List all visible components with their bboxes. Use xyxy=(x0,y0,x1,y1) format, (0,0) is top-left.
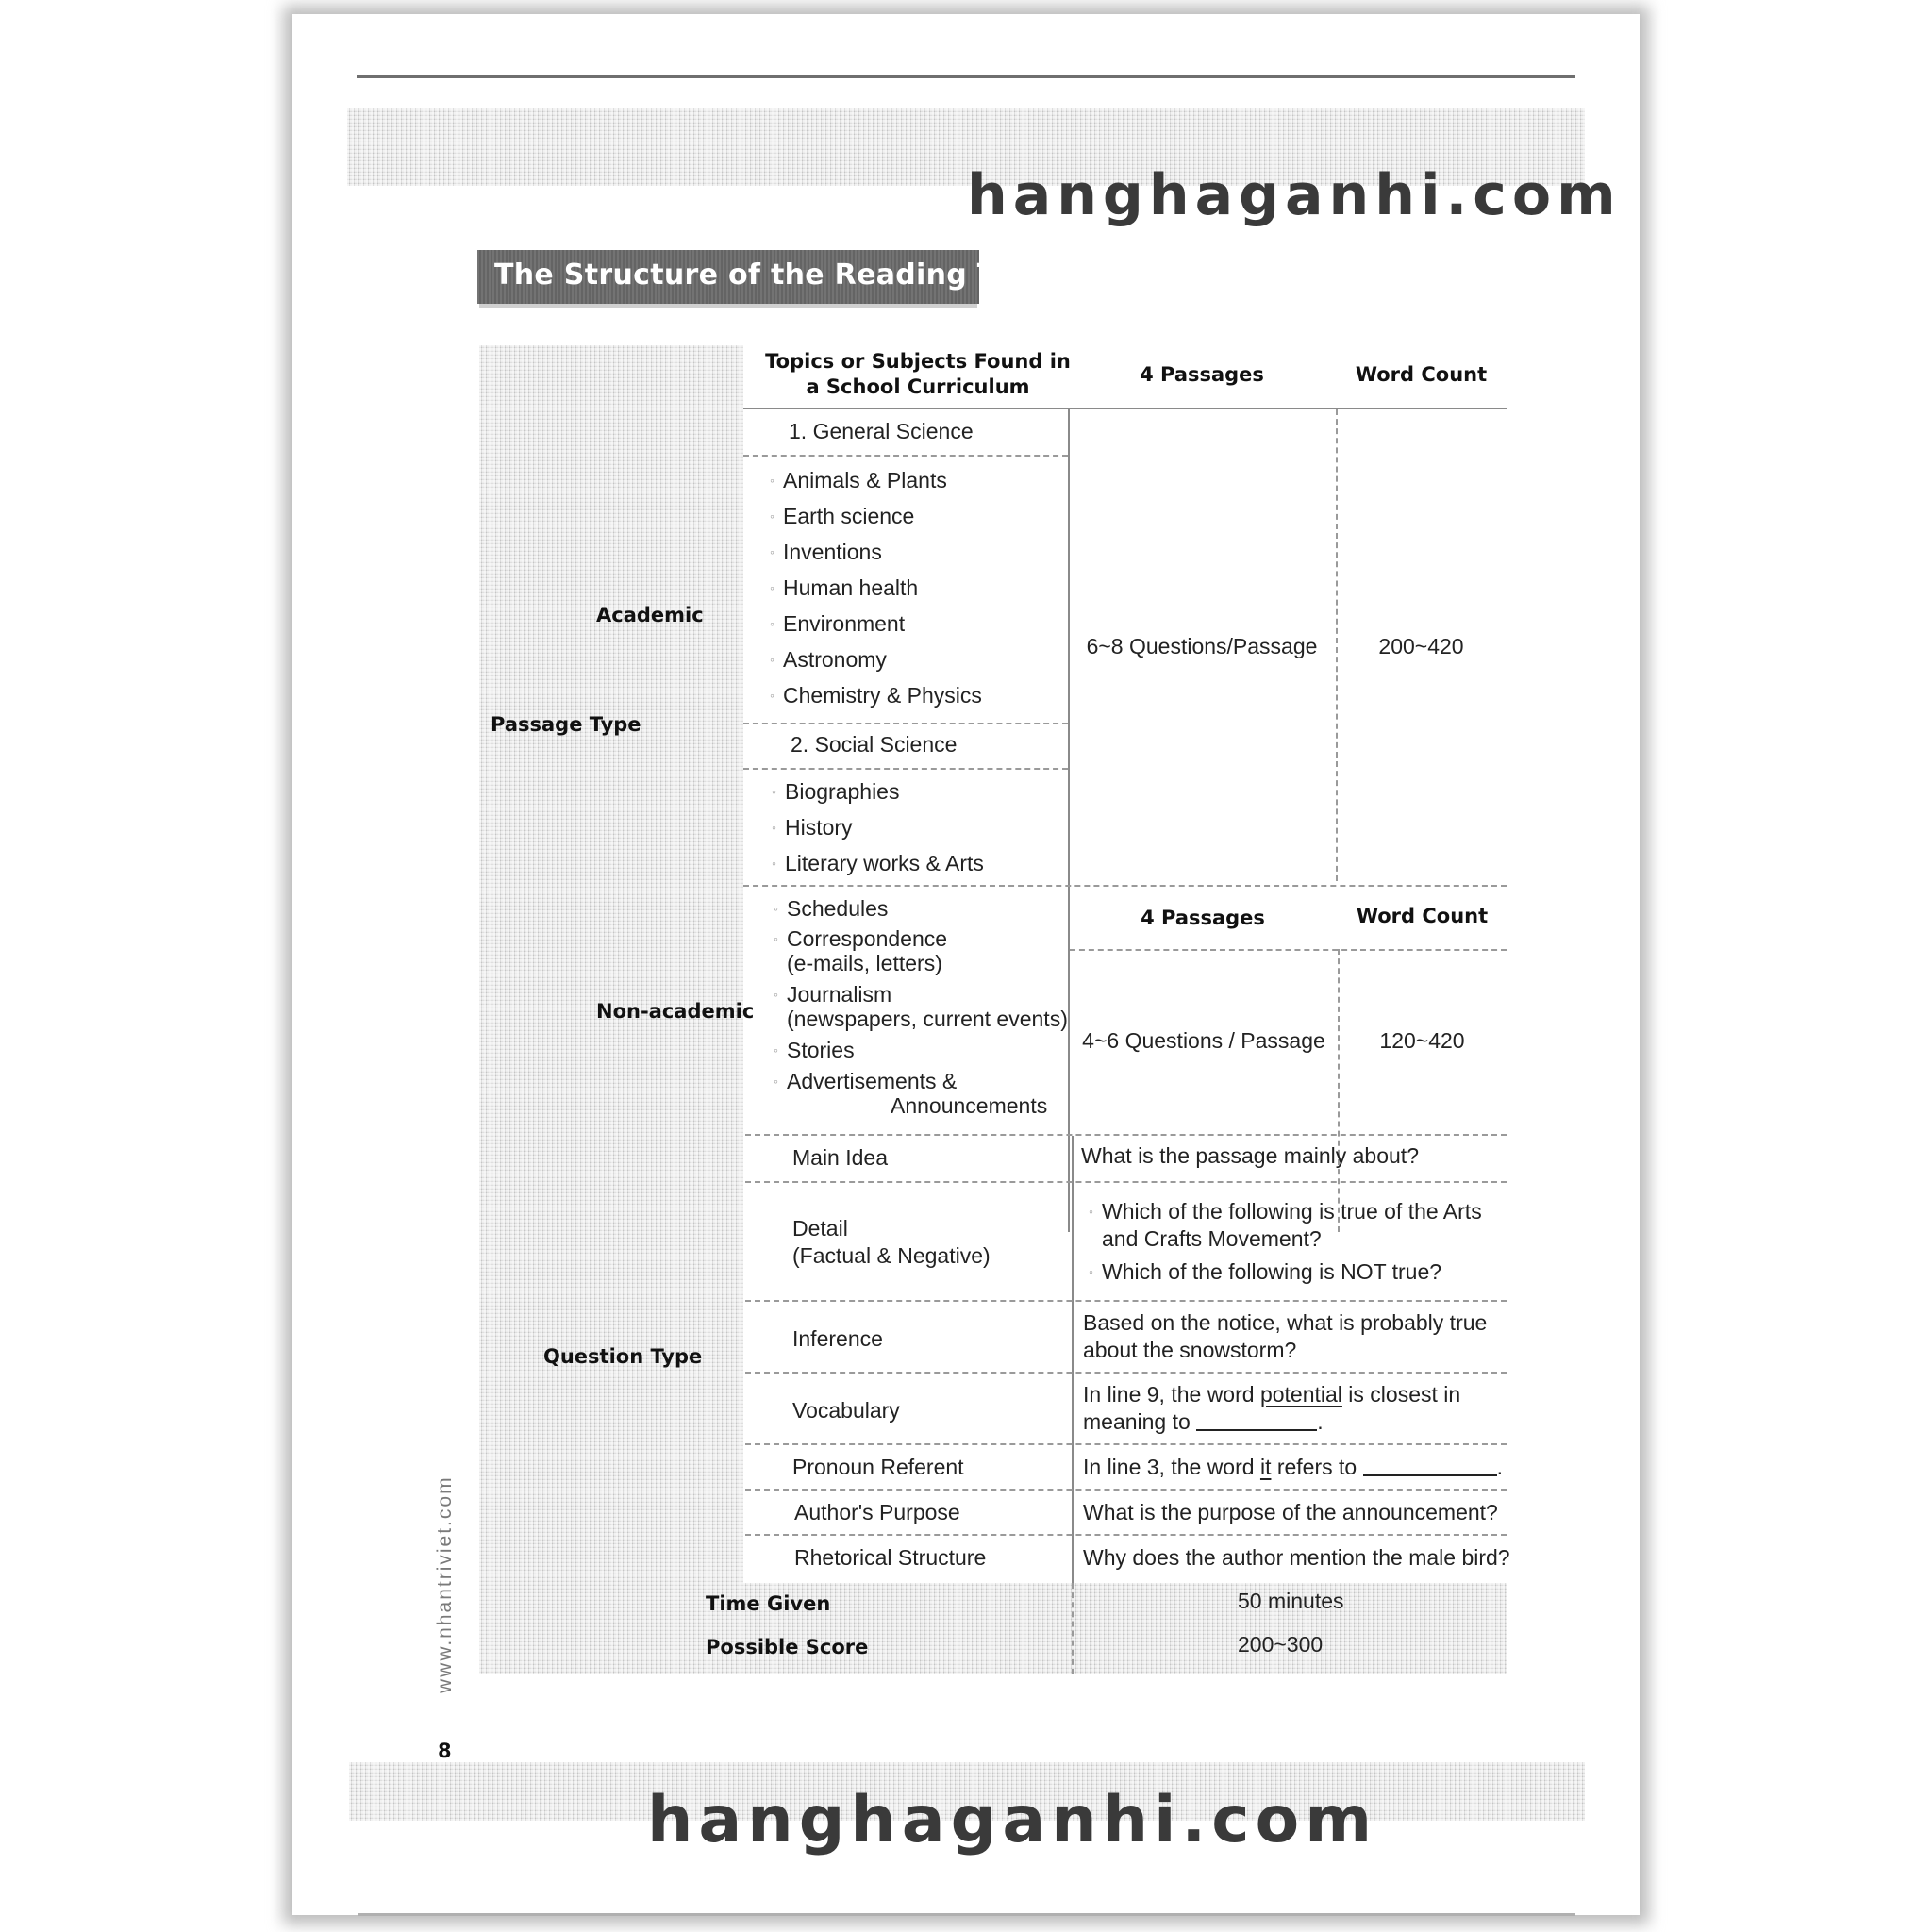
general-science-heading: 1. General Science xyxy=(789,419,974,443)
possible-score-value: 200~300 xyxy=(1238,1632,1324,1657)
bullet-icon: ◦ xyxy=(774,987,778,1002)
list-item: ◦ Which of the following is NOT true? xyxy=(1089,1258,1442,1284)
non-academic-list xyxy=(774,896,1068,1122)
example-main-idea: What is the passage mainly about? xyxy=(1081,1143,1419,1168)
row-divider xyxy=(1070,949,1507,951)
list-item: ◦ Stories xyxy=(774,1038,855,1062)
list-item-detail: Announcements xyxy=(891,1093,1048,1118)
bullet-icon: ◦ xyxy=(770,544,774,559)
bullet-icon: ◦ xyxy=(1089,1204,1093,1219)
list-item: ◦ Astronomy xyxy=(770,647,887,672)
header-word-count: Word Count xyxy=(1355,363,1488,386)
col-divider-passages xyxy=(1068,409,1070,1232)
list-item: ◦ Animals & Plants xyxy=(770,468,947,492)
col-divider-examples xyxy=(1072,1136,1074,1583)
summary-band xyxy=(479,1583,1507,1674)
passage-type-label: Passage Type xyxy=(491,713,641,736)
question-type-label: Question Type xyxy=(543,1345,703,1368)
bullet-icon: ◦ xyxy=(770,508,774,524)
list-item: ◦ Biographies xyxy=(772,779,900,804)
social-science-heading: 2. Social Science xyxy=(791,732,958,757)
col-divider-summary xyxy=(1072,1583,1074,1674)
academic-questions: 6~8 Questions/Passage xyxy=(1086,634,1318,658)
list-item: ◦ Inventions xyxy=(770,540,882,564)
col-divider-wordcount xyxy=(1338,949,1340,1232)
possible-score-label: Possible Score xyxy=(706,1636,869,1658)
list-item: ◦ History xyxy=(772,815,853,840)
non-academic-label: Non-academic xyxy=(596,1000,755,1023)
time-given-label: Time Given xyxy=(706,1592,831,1615)
section-title: The Structure of the Reading Test xyxy=(494,258,1044,291)
header-rule xyxy=(357,75,1575,78)
example-pronoun-referent: In line 3, the word it refers to . xyxy=(1083,1455,1503,1479)
section-divider xyxy=(745,1134,1507,1136)
bullet-icon: ◦ xyxy=(770,473,774,488)
bullet-icon: ◦ xyxy=(770,616,774,631)
row-divider xyxy=(745,1443,1507,1445)
academic-word-count: 200~420 xyxy=(1378,634,1464,658)
bullet-icon: ◦ xyxy=(774,1042,778,1058)
answer-blank xyxy=(1196,1429,1317,1431)
list-item-detail: (newspapers, current events) xyxy=(787,1007,1068,1031)
side-watermark-url: www.nhantriviet.com xyxy=(434,1475,456,1693)
example-vocabulary: In line 9, the word potential is closest in meaning to . xyxy=(1083,1382,1461,1434)
academic-label: Academic xyxy=(596,604,704,626)
header-passages: 4 Passages xyxy=(1140,363,1264,386)
bullet-icon: ◦ xyxy=(772,820,776,835)
qtype-inference: Inference xyxy=(792,1326,883,1351)
qtype-main-idea: Main Idea xyxy=(792,1145,889,1170)
page-bottom-edge xyxy=(358,1913,1575,1916)
row-divider xyxy=(745,1300,1507,1302)
section-title-box xyxy=(477,250,1044,304)
list-item: ◦ Schedules xyxy=(774,896,889,921)
social-science-list xyxy=(772,779,984,887)
qtype-detail: Detail (Factual & Negative) xyxy=(792,1216,991,1268)
list-item: ◦ Journalism xyxy=(774,982,892,1007)
row-divider xyxy=(745,1489,1507,1491)
row-divider xyxy=(745,1181,1507,1183)
header-topics: Topics or Subjects Found in a School Curriculum xyxy=(765,350,1071,399)
time-given-value: 50 minutes xyxy=(1238,1589,1344,1613)
answer-blank xyxy=(1363,1474,1497,1476)
watermark-top: hanghaganhi.com xyxy=(967,162,1622,228)
example-inference: Based on the notice, what is probably true about the snowstorm? xyxy=(1083,1310,1488,1362)
non-academic-word-count-header: Word Count xyxy=(1356,905,1489,927)
page-number: 8 xyxy=(438,1740,452,1762)
bullet-icon: ◦ xyxy=(774,1074,778,1089)
bullet-icon: ◦ xyxy=(770,688,774,703)
bullet-icon: ◦ xyxy=(774,901,778,916)
bullet-icon: ◦ xyxy=(1089,1263,1093,1279)
qtype-rhetorical-structure: Rhetorical Structure xyxy=(794,1545,987,1570)
row-divider xyxy=(743,455,1068,457)
list-item: ◦ Human health xyxy=(770,575,919,600)
list-item: ◦ Literary works & Arts xyxy=(772,851,984,875)
qtype-pronoun-referent: Pronoun Referent xyxy=(792,1455,964,1479)
general-science-list xyxy=(770,468,982,719)
list-item: ◦ Earth science xyxy=(770,504,915,528)
row-divider xyxy=(743,768,1068,770)
qtype-authors-purpose: Author's Purpose xyxy=(794,1500,960,1524)
list-item: ◦ Which of the following is true of the Arts xyxy=(1089,1199,1482,1224)
row-divider xyxy=(745,1372,1507,1374)
row-divider xyxy=(745,1534,1507,1536)
list-item: ◦ Correspondence xyxy=(774,926,948,951)
watermark-bottom: hanghaganhi.com xyxy=(647,1783,1378,1857)
reading-test-structure-table xyxy=(479,345,1510,1674)
example-detail: ◦ Which of the following is true of the Arts and Crafts Movement? ◦ Which of the following is NOT true? xyxy=(1089,1199,1482,1284)
list-item: ◦ Advertisements & xyxy=(774,1069,958,1093)
bullet-icon: ◦ xyxy=(772,784,776,799)
row-divider xyxy=(743,723,1068,724)
bullet-icon: ◦ xyxy=(774,931,778,946)
non-academic-word-count: 120~420 xyxy=(1379,1028,1465,1053)
bullet-icon: ◦ xyxy=(770,580,774,595)
bullet-icon: ◦ xyxy=(772,856,776,871)
bullet-icon: ◦ xyxy=(770,652,774,667)
list-item: ◦ Chemistry & Physics xyxy=(770,683,982,708)
example-authors-purpose: What is the purpose of the announcement? xyxy=(1083,1500,1498,1524)
example-rhetorical-structure: Why does the author mention the male bird? xyxy=(1083,1545,1510,1570)
qtype-vocabulary: Vocabulary xyxy=(792,1398,900,1423)
list-item-detail: (e-mails, letters) xyxy=(787,951,942,975)
non-academic-passages-header: 4 Passages xyxy=(1141,907,1265,929)
section-divider xyxy=(743,885,1507,887)
list-item: ◦ Environment xyxy=(770,611,906,636)
non-academic-questions: 4~6 Questions / Passage xyxy=(1082,1028,1325,1053)
